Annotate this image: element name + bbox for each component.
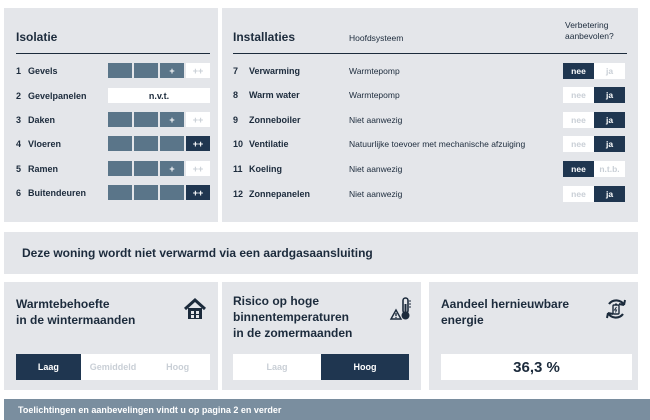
risico-title-line2: binnentemperaturen [233, 310, 350, 324]
isolatie-row-label: Gevels [28, 65, 58, 76]
aandeel-title-line2: energie [441, 313, 484, 327]
installatie-row-system: Niet aanwezig [349, 188, 403, 199]
toggle-option-ja: ja [594, 112, 625, 128]
isolatie-row-number: 4 [16, 138, 22, 149]
gas-connection-text: Deze woning wordt niet verwarmd via een aardgasaansluiting [22, 246, 373, 260]
warmtebehoefte-option-laag: Laag [16, 354, 81, 380]
toggle-option-ja: ja [594, 87, 625, 103]
isolatie-rating-segment: ++ [186, 63, 210, 78]
isolatie-row-label: Ramen [28, 163, 59, 174]
column-header-verbetering-line2: aanbevolen? [565, 31, 614, 41]
isolatie-row-number: 5 [16, 163, 22, 174]
isolatie-row-label: Daken [28, 114, 56, 125]
installatie-row-number: 11 [233, 163, 243, 174]
installatie-row-system: Niet aanwezig [349, 163, 403, 174]
improvement-toggle [563, 63, 625, 79]
risico-title-line1: Risico op hoge [233, 294, 320, 308]
aandeel-title [441, 296, 569, 328]
installatie-row-number: 8 [233, 89, 239, 100]
isolatie-rating-scale [108, 136, 210, 151]
toggle-option-nee: nee [563, 63, 594, 79]
warmtebehoefte-option-hoog: Hoog [145, 354, 210, 380]
isolatie-title: Isolatie [16, 30, 58, 44]
gas-connection-banner [4, 232, 638, 274]
toggle-option-ja: ja [594, 63, 625, 79]
installatie-row [233, 111, 625, 128]
installatie-row-label: Zonnepanelen [249, 188, 311, 199]
toggle-option-nee: nee [563, 186, 594, 202]
improvement-toggle [563, 112, 625, 128]
installatie-row-number: 9 [233, 114, 239, 125]
installatie-row [233, 86, 625, 103]
risico-title [233, 293, 352, 341]
warmtebehoefte-title [16, 296, 135, 328]
renewable-energy-icon [603, 296, 629, 322]
installatie-row-label: Verwarming [249, 65, 301, 76]
isolatie-row-label: Vloeren [28, 138, 62, 149]
isolatie-row-number: 6 [16, 187, 22, 198]
toggle-option-nee: nee [563, 112, 594, 128]
aandeel-title-line1: Aandeel hernieuwbare [441, 297, 570, 311]
aandeel-value: 36,3 % [441, 354, 632, 380]
toggle-option-ja: ja [594, 186, 625, 202]
warmtebehoefte-title-line2: in de wintermaanden [16, 313, 136, 327]
risico-option-laag: Laag [233, 354, 321, 380]
isolatie-row [16, 111, 210, 128]
isolatie-rating-nvt: n.v.t. [108, 88, 210, 103]
installatie-row-number: 10 [233, 138, 244, 149]
toggle-option-nee: nee [563, 87, 594, 103]
risico-scale [233, 354, 409, 380]
risico-card [222, 282, 421, 390]
isolatie-rating-scale [108, 63, 210, 78]
installatie-row [233, 185, 625, 202]
installatie-row [233, 135, 625, 152]
aandeel-card [429, 282, 638, 390]
isolatie-row-number: 1 [16, 65, 22, 76]
installatie-row [233, 62, 625, 79]
risico-title-line3: in de zomermaanden [233, 326, 353, 340]
toggle-option-ja: n.t.b. [594, 161, 625, 177]
house-insulation-icon [182, 296, 208, 322]
improvement-toggle [563, 161, 625, 177]
installaties-divider [233, 53, 627, 54]
isolatie-rating-segment: + [160, 161, 184, 176]
isolatie-rating-segment: ++ [186, 136, 210, 151]
risico-option-hoog: Hoog [321, 354, 409, 380]
isolatie-row [16, 87, 210, 104]
isolatie-rating-segment: + [160, 112, 184, 127]
improvement-toggle [563, 87, 625, 103]
thermometer-warning-icon [389, 296, 415, 322]
installatie-row-number: 7 [233, 65, 239, 76]
installatie-row-system: Warmtepomp [349, 65, 400, 76]
isolatie-row [16, 184, 210, 201]
isolatie-row-number: 3 [16, 114, 22, 125]
toggle-option-ja: ja [594, 136, 625, 152]
isolatie-rating-segment [134, 185, 158, 200]
isolatie-rating-segment: ++ [186, 112, 210, 127]
installatie-row-system: Natuurlijke toevoer met mechanische afzuiging [349, 138, 526, 149]
isolatie-rating-segment: ++ [186, 161, 210, 176]
column-header-verbetering [565, 20, 614, 42]
isolatie-rating-segment: + [160, 63, 184, 78]
isolatie-rating-segment [134, 136, 158, 151]
isolatie-row-number: 2 [16, 90, 22, 101]
warmtebehoefte-option-gemiddeld: Gemiddeld [81, 354, 146, 380]
installatie-row-label: Koeling [249, 163, 282, 174]
installatie-row-label: Ventilatie [249, 138, 289, 149]
isolatie-rating-segment: ++ [186, 185, 210, 200]
isolatie-rating-scale [108, 161, 210, 176]
isolatie-row-label: Gevelpanelen [28, 90, 87, 101]
footer-note: Toelichtingen en aanbevelingen vindt u op pagina 2 en verder [4, 399, 650, 420]
installatie-row-system: Niet aanwezig [349, 114, 403, 125]
installatie-row-number: 12 [233, 188, 244, 199]
isolatie-rating-scale [108, 112, 210, 127]
isolatie-divider [16, 53, 210, 54]
installatie-row-system: Warmtepomp [349, 89, 400, 100]
isolatie-rating-segment [134, 63, 158, 78]
toggle-option-nee: nee [563, 136, 594, 152]
isolatie-row-label: Buitendeuren [28, 187, 87, 198]
isolatie-rating-segment [108, 161, 132, 176]
installatie-row-label: Zonneboiler [249, 114, 301, 125]
isolatie-row [16, 160, 210, 177]
column-header-hoofdsysteem: Hoofdsysteem [349, 33, 404, 43]
isolatie-row [16, 62, 210, 79]
isolatie-rating-segment [108, 136, 132, 151]
warmtebehoefte-card [4, 282, 218, 390]
isolatie-rating-scale [108, 185, 210, 200]
isolatie-row [16, 135, 210, 152]
column-header-verbetering-line1: Verbetering [565, 20, 609, 30]
isolatie-rating-segment [160, 136, 184, 151]
isolatie-rating-scale [108, 88, 210, 103]
isolatie-rating-segment [108, 185, 132, 200]
warmtebehoefte-title-line1: Warmtebehoefte [16, 297, 110, 311]
improvement-toggle [563, 136, 625, 152]
toggle-option-nee: nee [563, 161, 594, 177]
isolatie-rating-segment [108, 112, 132, 127]
isolatie-rating-segment [160, 185, 184, 200]
installatie-row [233, 160, 625, 177]
warmtebehoefte-scale [16, 354, 210, 380]
installatie-row-label: Warm water [249, 89, 300, 100]
improvement-toggle [563, 186, 625, 202]
isolatie-rating-segment [134, 112, 158, 127]
isolatie-rating-segment [108, 63, 132, 78]
isolatie-rating-segment [134, 161, 158, 176]
installaties-title: Installaties [233, 30, 296, 44]
